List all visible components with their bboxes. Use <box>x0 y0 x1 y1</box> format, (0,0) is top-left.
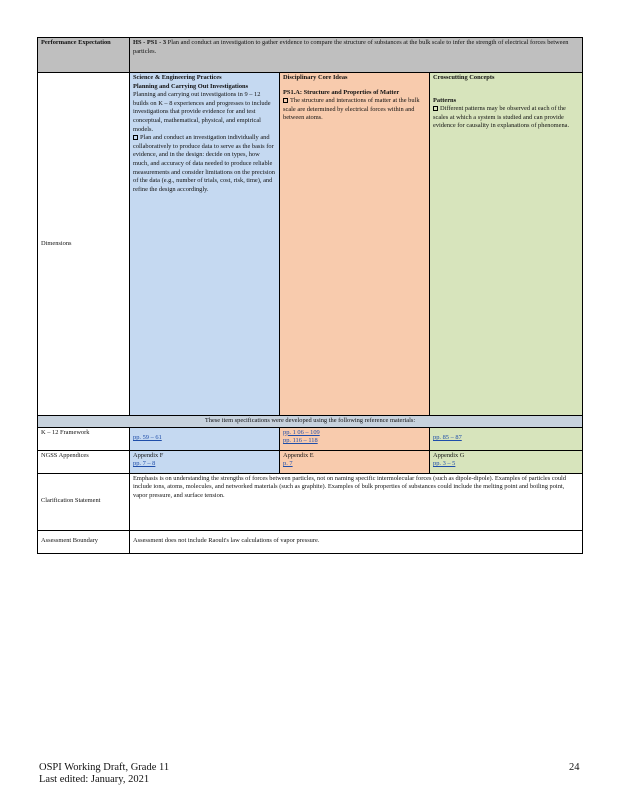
footer-draft: OSPI Working Draft, Grade 11 <box>39 762 170 773</box>
spec-sheet <box>37 37 582 554</box>
clarification-label: Clarification Statement <box>38 473 130 530</box>
ccc-subtitle: Patterns <box>433 96 457 104</box>
dci-bullet-item <box>283 97 426 123</box>
ccc-bullet-item <box>433 105 579 131</box>
k12-dci-link-2[interactable]: pp. 116 – 118 <box>283 437 318 445</box>
k12-dci-link-1[interactable]: pp. 1 06 – 109 <box>283 428 320 436</box>
ngss-label: NGSS Appendices <box>38 450 130 473</box>
k12-dci-cell <box>280 427 430 450</box>
assessment-text: Assessment does not include Raoult's law calculations of vapor pressure. <box>130 530 583 553</box>
pe-text: Plan and conduct an investigation to gather evidence to compare the structure of substances at the bulk scale to infer the strength of electrical forces between particles. <box>133 39 569 55</box>
pe-row <box>38 38 583 73</box>
ngss-ccc-appendix: Appendix G <box>433 451 465 459</box>
pe-code: HS - PS1 - 3 <box>133 39 167 46</box>
dimensions-label: Dimensions <box>38 73 130 416</box>
dci-subtitle: PS1.A: Structure and Properties of Matter <box>283 88 400 96</box>
k12-ccc-cell <box>430 427 583 450</box>
dci-cell <box>280 73 430 416</box>
checkbox-bullet-icon <box>133 135 138 140</box>
reference-note: These item specifications were developed using the following reference materials: <box>38 416 583 428</box>
ngss-sep-appendix: Appendix F <box>133 451 164 459</box>
sep-intro: Planning and carrying out investigations in 9 – 12 builds on K – 8 experiences and progresses to include investigations that provide evidence for and test conceptual, mathematical, physical, and empirical models. <box>133 91 271 133</box>
k12-label: K – 12 Framework <box>38 427 130 450</box>
sep-cell <box>130 73 280 416</box>
assessment-row <box>38 530 583 553</box>
ccc-title: Crosscutting Concepts <box>433 74 495 81</box>
ngss-sep-cell <box>130 450 280 473</box>
ngss-dci-link[interactable]: p. 7 <box>283 460 293 468</box>
k12-ccc-link[interactable]: pp. 85 – 87 <box>433 434 462 442</box>
ngss-ccc-cell <box>430 450 583 473</box>
sep-subtitle: Planning and Carrying Out Investigations <box>133 82 249 90</box>
clarification-row <box>38 473 583 530</box>
spec-table <box>37 37 583 554</box>
ccc-cell <box>430 73 583 416</box>
dci-title: Disciplinary Core Ideas <box>283 74 348 81</box>
assessment-label: Assessment Boundary <box>38 530 130 553</box>
k12-sep-link[interactable]: pp. 59 – 61 <box>133 434 162 442</box>
page-number: 24 <box>569 762 580 773</box>
reference-row <box>38 416 583 428</box>
footer-edited: Last edited: January, 2021 <box>39 774 150 785</box>
dimensions-row <box>38 73 583 416</box>
clarification-text: Emphasis is on understanding the strengths of forces between particles, not on naming specific intermolecular forces (such as dipole-dipole). Examples of particles could include ions, atoms, molecules, and networked materials (such as graphite). Examples of bulk properties of substances could include the melting point and boiling point, vapor pressure, and surface tension. <box>130 473 583 530</box>
checkbox-bullet-icon <box>433 106 438 111</box>
ngss-ccc-link[interactable]: pp. 3 – 5 <box>433 460 456 468</box>
ngss-dci-cell <box>280 450 430 473</box>
pe-cell <box>130 38 583 73</box>
sep-bullet-item <box>133 134 276 194</box>
ccc-bullet: Different patterns may be observed at each of the scales at which a system is studied and can provide evidence for causality in explanations of phenomena. <box>433 105 570 130</box>
ngss-row <box>38 450 583 473</box>
k12-row <box>38 427 583 450</box>
sep-bullet: Plan and conduct an investigation individually and collaboratively to produce data to serve as the basis for evidence, and in the design: decide on types, how much, and accuracy of data needed to produce reliable measurements and consider limitations on the precision of the data (e.g., number of trials, cost, risk, time), and refine the design accordingly. <box>133 134 275 193</box>
dci-bullet: The structure and interactions of matter at the bulk scale are determined by electrical forces within and between atoms. <box>283 97 420 122</box>
footer-info <box>39 762 169 786</box>
k12-sep-cell <box>130 427 280 450</box>
sep-title: Science & Engineering Practices <box>133 74 222 81</box>
ngss-sep-link[interactable]: pp. 7 – 8 <box>133 460 156 468</box>
checkbox-bullet-icon <box>283 98 288 103</box>
pe-label: Performance Expectation <box>38 38 130 73</box>
ngss-dci-appendix: Appendix E <box>283 451 314 459</box>
